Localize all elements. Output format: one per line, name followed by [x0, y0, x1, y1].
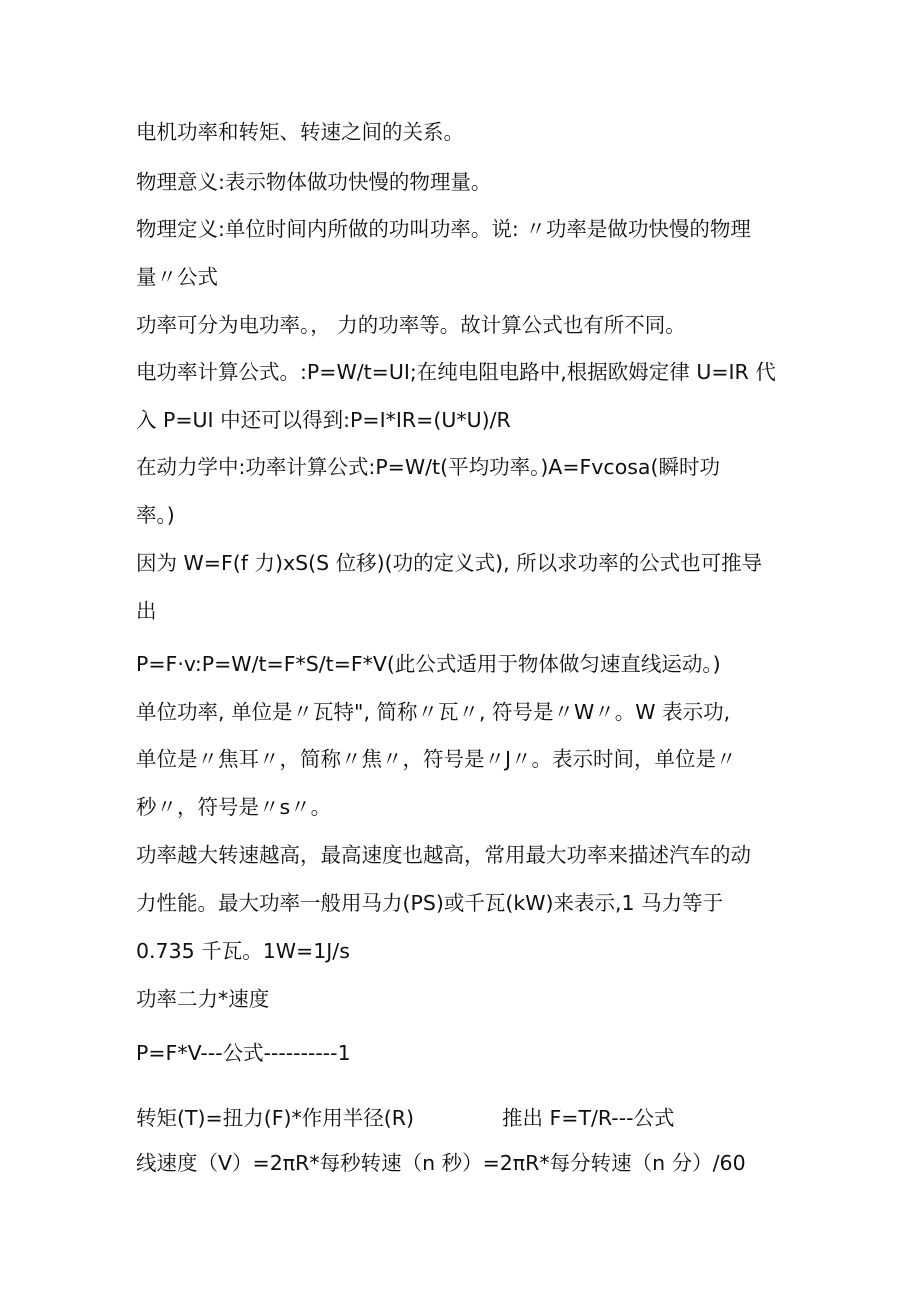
text-line-13: 单位功率, 单位是〃瓦特", 简称〃瓦〃, 符号是〃W〃。W 表示功,	[136, 700, 731, 724]
text-line-17: 力性能。最大功率一般用马力(PS)或千瓦(kW)来表示,1 马力等于	[136, 891, 724, 915]
text-line-12: P=F·v:P=W/t=F*S/t=F*V(此公式适用于物体做匀速直线运动。)	[136, 652, 721, 676]
text-line-19: 功率二力*速度	[136, 987, 270, 1011]
text-line-5: 功率可分为电功率。， 力的功率等。故计算公式也有所不同。	[136, 313, 686, 337]
text-line-10: 因为 W=F(f 力)xS(S 位移)(功的定义式), 所以求功率的公式也可推导	[136, 551, 763, 575]
text-line-2: 物理意义:表示物体做功快慢的物理量。	[136, 170, 492, 194]
torque-definition: 转矩(T)=扭力(F)*作用半径(R)	[136, 1106, 414, 1130]
text-line-4: 量〃公式	[136, 265, 218, 289]
text-line-8: 在动力学中:功率计算公式:P=W/t(平均功率。)A=Fvcosa(瞬时功	[136, 455, 720, 479]
text-line-7: 入 P=UI 中还可以得到:P=I*IR=(U*U)/R	[136, 408, 511, 432]
text-line-3: 物理定义:单位时间内所做的功叫功率。说: 〃功率是做功快慢的物理	[136, 217, 751, 241]
text-line-1: 电机功率和转矩、转速之间的关系。	[136, 120, 464, 144]
torque-derivation: 推出 F=T/R---公式	[501, 1106, 675, 1130]
text-line-14: 单位是〃焦耳〃，简称〃焦〃，符号是〃J〃。表示时间，单位是〃	[136, 747, 737, 771]
text-line-9: 率。)	[136, 503, 175, 527]
text-line-6: 电功率计算公式。:P=W/t=UI;在纯电阻电路中,根据欧姆定律 U=IR 代	[136, 360, 776, 384]
text-line-15: 秒〃，符号是〃s〃。	[136, 795, 332, 819]
text-line-16: 功率越大转速越高，最高速度也越高，常用最大功率来描述汽车的动	[136, 843, 751, 867]
torque-formula-line	[136, 1106, 816, 1130]
text-line-18: 0.735 千瓦。1W=1J/s	[136, 939, 350, 963]
text-line-20: P=F*V---公式----------1	[136, 1041, 351, 1065]
text-line-11: 出	[136, 599, 157, 623]
linear-speed-formula: 线速度（V）=2πR*每秒转速（n 秒）=2πR*每分转速（n 分）/60	[136, 1151, 746, 1175]
